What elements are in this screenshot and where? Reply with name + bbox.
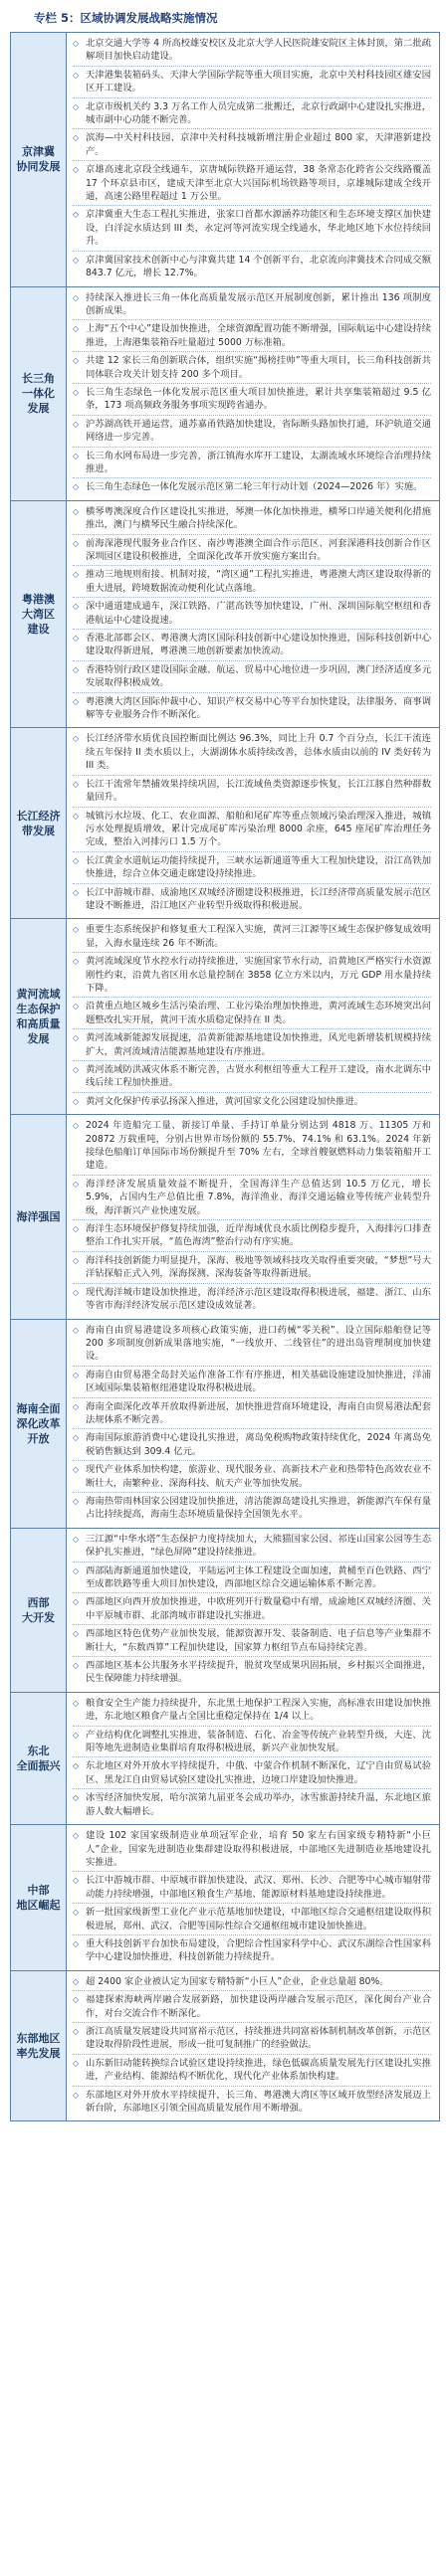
list-item <box>73 1495 431 1524</box>
list-item <box>73 1874 431 1904</box>
section-body <box>67 919 439 1114</box>
section-heading: 海南全面 深化改革 开放 <box>11 1320 67 1528</box>
section-heading: 长江经济 带发展 <box>11 728 67 918</box>
diamond-bullet-icon: ◇ <box>73 538 80 548</box>
list-item-text: 长江黄金水道航运功能持续提升，三峡水运新通道等重大工程加快建设，沿江高铁加快推进，综合立体交通走廊建设持续推进。 <box>86 854 431 880</box>
section-body <box>67 1825 439 1970</box>
list-item-text: 粤港澳大湾区国际仲裁中心、知识产权交易中心等平台加快建设，法律服务、商事调解等专业服务合作不断深化。 <box>86 695 431 721</box>
section-row <box>11 728 439 919</box>
diamond-bullet-icon: ◇ <box>73 356 80 366</box>
list-item-text: 海洋经济发展质量效益不断提升，全国海洋生产总值达到 10.5 万亿元，增长 5.9%，占国内生产总值比重 7.8%，海洋渔业、海洋交通运输业等传统产业转型升级，海洋新兴产业快速发展。 <box>86 1178 431 1216</box>
list-item-text: 东部地区对外开放水平持续提升，长三角、粤港澳大湾区等区域开放型经济发展迈上新台阶，东部地区引领全国高质量发展作用不断增强。 <box>86 2089 431 2114</box>
diamond-bullet-icon: ◇ <box>73 1224 80 1234</box>
diamond-bullet-icon: ◇ <box>73 734 80 744</box>
list-item-text: 西部陆海新通道加快建设，平陆运河主体工程建设全面加速，黄桶至百色铁路、西宁至成都铁路等重大项目加快建设，西部地区综合交通运输体系不断完善。 <box>86 1564 431 1589</box>
list-item-text: 共建 12 家长三角创新联合体，组织实施“揭榜挂帅”等重大项目，长三角科技创新共同体联合攻关计划支持 200 多个项目。 <box>86 355 431 380</box>
section-body <box>67 1693 439 1824</box>
section-body <box>67 728 439 918</box>
list-item-text: 海南自由贸易港全岛封关运作准备工作有序推进，相关基础设施建设加快推进，洋浦区域国际集装箱枢纽港建设取得积极进展。 <box>86 1369 431 1394</box>
diamond-bullet-icon: ◇ <box>73 1730 80 1740</box>
list-item-text: 北京市级机关约 3.3 万名工作人员完成第二批搬迁，北京行政副中心建设扎实推进，城市副中心功能不断完善。 <box>86 100 431 126</box>
list-item <box>73 600 431 630</box>
list-item <box>73 1697 431 1727</box>
list-item-text: 现代海洋城市建设加快推进，海洋经济示范区建设取得积极进展，福建、浙江、山东等省市海洋经济发展示范区建设成效显著。 <box>86 1286 431 1312</box>
list-item <box>73 537 431 567</box>
list-item-text: 黄河流域防洪减灾体系不断完善，古贤水利枢纽等重大工程开工建设，南水北调东中线后续工程加快推进。 <box>86 1064 431 1089</box>
list-item <box>73 480 431 495</box>
list-item-text: 海南国际旅游消费中心建设扎实推进，离岛免税购物政策持续优化，2024 年离岛免税销售额达到 309.4 亿元。 <box>86 1432 431 1457</box>
list-item-text: 建设 102 家国家级制造业单项冠军企业，培育 50 家左右国家级专精特新“小巨人”企业，国家先进制造业集群建设取得积极进展，中部地区先进制造业基地建设扎实推进。 <box>86 1830 431 1868</box>
diamond-bullet-icon: ◇ <box>73 1496 80 1506</box>
list-item <box>73 291 431 321</box>
diamond-bullet-icon: ◇ <box>73 1433 80 1443</box>
list-item <box>73 732 431 775</box>
list-item-text: 滨海—中关村科技园、京津中关村科技城新增注册企业超过 800 家，天津港新建投产。 <box>86 132 431 157</box>
diamond-bullet-icon: ◇ <box>73 634 80 644</box>
list-item <box>73 1463 431 1493</box>
list-item-text: 京津冀国家技术创新中心与津冀共建 14 个创新平台，北京流向津冀技术合同成交额 843.7 亿元，增长 12.7%。 <box>86 254 431 279</box>
diamond-bullet-icon: ◇ <box>73 1938 80 1948</box>
list-item <box>73 37 431 67</box>
diamond-bullet-icon: ◇ <box>73 1534 80 1544</box>
list-item-text: 前海深港现代服务业合作区、南沙粤港澳全面合作示范区、河套深港科技创新合作区深圳园区建设积极推进，全面深化改革开放实施方案出台。 <box>86 537 431 562</box>
diamond-bullet-icon: ◇ <box>73 1995 80 2005</box>
diamond-bullet-icon: ◇ <box>73 165 80 175</box>
section-body <box>67 287 439 500</box>
list-item-text: 京雄高速北京段全线通车，京唐城际铁路开通运营，38 条常态化跨省公交线路覆盖 17 个环京县市区，建成天津至北京大兴国际机场铁路等项目，京雄城际建成全线开通，高速公路里程超过 1 万公里。 <box>86 164 431 203</box>
list-item-text: 福建探索海峡两岸融合发展新路，加快建设两岸融合发展示范区，深化闽台产业合作，对台交流合作不断深化。 <box>86 1994 431 2019</box>
section-row <box>11 1693 439 1825</box>
list-item <box>73 1119 431 1176</box>
section-body <box>67 501 439 728</box>
section-row <box>11 1115 439 1319</box>
section-body <box>67 1971 439 2121</box>
list-item-text: 黄河流域深度节水控水行动持续推进，实施国家节水行动，沿黄地区严格实行水资源刚性约束，沿黄九省区用水总量控制在 3858 亿立方米以内，万元 GDP 用水量持续下降。 <box>86 956 431 994</box>
section-row <box>11 1320 439 1529</box>
section-heading: 京津冀 协同发展 <box>11 33 67 286</box>
diamond-bullet-icon: ◇ <box>73 696 80 706</box>
strategy-table <box>10 32 440 2121</box>
list-item <box>73 695 431 724</box>
list-item <box>73 1000 431 1029</box>
column-title: 专栏 5：区域协调发展战略实施情况 <box>34 11 218 25</box>
list-item-text: 长三角水网布局进一步完善，浙江镇海水库开工建设，太湖流域水环境综合治理持续推进。 <box>86 450 431 474</box>
diamond-bullet-icon: ◇ <box>73 255 80 265</box>
diamond-bullet-icon: ◇ <box>73 2058 80 2068</box>
list-item-text: 东北地区对外开放水平持续提升，中俄、中蒙合作机制不断深化，辽宁自由贸易试验区、黑龙江自由贸易试验区建设扎实推进，边境口岸建设加快推进。 <box>86 1760 431 1785</box>
diamond-bullet-icon: ◇ <box>73 1002 80 1012</box>
diamond-bullet-icon: ◇ <box>73 1831 80 1841</box>
diamond-bullet-icon: ◇ <box>73 811 80 821</box>
list-item <box>73 1627 431 1657</box>
list-item-text: 黄河文化保护传承弘扬深入推进，黄河国家文化公园建设加快推进。 <box>86 1095 363 1107</box>
list-item <box>73 1031 431 1061</box>
list-item <box>73 1533 431 1563</box>
list-item <box>73 568 431 598</box>
list-item <box>73 208 431 251</box>
list-item-text: 新一批国家级新型工业化产业示范基地加快建设，中部地区综合交通枢纽建设取得积极进展，郑州、武汉、合肥等国际性综合交通枢纽城市建设加快推进。 <box>86 1907 431 1932</box>
diamond-bullet-icon: ◇ <box>73 570 80 580</box>
list-item <box>73 505 431 535</box>
diamond-bullet-icon: ◇ <box>73 925 80 935</box>
list-item-text: 海洋科技创新能力明显提升，深海、极地等领域科技攻关取得重要突破，“梦想”号大洋钻探船正式入列，深海探测、深海装备等取得新进展。 <box>86 1254 431 1280</box>
list-item-text: 香港特别行政区建设国际金融、航运、贸易中心地位进一步巩固，澳门经济适度多元发展取得积极成效。 <box>86 663 431 689</box>
list-item-text: 城镇污水垃圾、化工、农业面源、船舶和尾矿库等重点领域污染治理深入推进，城镇污水处理提质增效，累计完成尾矿库污染治理 8000 余座，645 座尾矿库治理任务完成，整治入河排污口 1.5 万个。 <box>86 810 431 848</box>
section-body <box>67 1115 439 1318</box>
list-item-text: 深中通道建成通车，深江铁路、广湛高铁等加快建设，广州、深圳国际航空枢纽和香港航运中心建设提速。 <box>86 601 431 626</box>
diamond-bullet-icon: ◇ <box>73 2026 80 2036</box>
list-item <box>73 1937 431 1966</box>
list-item-text: 上海“五个中心”建设加快推进，全球资源配置功能不断增强，国际航运中心建设持续推进，上海港集装箱吞吐量超过 5000 万标准箱。 <box>86 323 431 348</box>
list-item-text: 长江干流常年禁捕效果持续巩固，长江流域鱼类资源逐步恢复，长江江豚自然种群数量回升。 <box>86 778 431 804</box>
list-item <box>73 854 431 884</box>
section-row <box>11 287 439 501</box>
list-item-text: 粮食安全生产能力持续提升，东北黑土地保护工程深入实施，高标准农田建设加快推进，东北地区粮食产量占全国比重稳定保持在 1/4 以上。 <box>86 1697 431 1723</box>
list-item-text: 海南全面深化改革开放取得新进展，加快推进营商环境建设，海南自由贸易港法配套法规体系不断完善。 <box>86 1400 431 1425</box>
list-item-text: 长三角生态绿色一体化发展示范区第二轮三年行动计划（2024—2026 年）实施。 <box>86 481 423 493</box>
list-item-text: 西部地区特色优势产业加快发展，能源资源开发、装备制造、电子信息等产业集群不断壮大，“东数西算”工程加快建设，国家算力枢纽节点布局持续完善。 <box>86 1628 431 1653</box>
list-item-text: 香港北部都会区、粤港澳大湾区国际科技创新中心建设加快推进，国际科技创新中心建设取得新进展，粤港澳三地创新要素加快流动。 <box>86 633 431 657</box>
diamond-bullet-icon: ◇ <box>73 1908 80 1918</box>
diamond-bullet-icon: ◇ <box>73 210 80 220</box>
diamond-bullet-icon: ◇ <box>73 1793 80 1803</box>
list-item-text: 京津冀重大生态工程扎实推进，张家口首都水源涵养功能区和生态环境支撑区加快建设，白洋淀水质达到 III 类，永定河等河流实现全线通水，华北地区地下水位持续回升。 <box>86 209 431 248</box>
list-item-text: 持续深入推进长三角一体化高质量发展示范区开展制度创新，累计推出 136 项制度创新成果。 <box>86 291 431 316</box>
diamond-bullet-icon: ◇ <box>73 506 80 516</box>
section-row <box>11 501 439 729</box>
diamond-bullet-icon: ◇ <box>73 1976 80 1986</box>
section-heading: 中部 地区崛起 <box>11 1825 67 1970</box>
list-item-text: 超 2400 家企业被认定为国家专精特新“小巨人”企业，企业总量超 80%。 <box>86 1975 389 1987</box>
diamond-bullet-icon: ◇ <box>73 387 80 397</box>
list-item-text: 海南自由贸易港建设多项核心政策实施，进口药械“零关税”、设立国际船舶登记等 200 多项制度创新成果落地实施，“一线放开、二线管住”的进出岛管理制度加快建设。 <box>86 1324 431 1363</box>
list-item <box>73 1791 431 1820</box>
list-item-text: 2024 年造船完工量、新接订单量、手持订单量分别达到 4818 万、11305 万和 20872 万载重吨，分别占世界市场份额的 55.7%、74.1% 和 63.1%。2024 年新接绿色船舶订单国际市场份额提升至 70% 左右，全球首艘氨燃料动力集装箱船开工建造。 <box>86 1120 431 1172</box>
section-body <box>67 1529 439 1692</box>
list-item-text: 天津港集装箱码头、天津大学国际学院等重大项目实施，北京中关村科技园区雄安园区开工建设。 <box>86 69 431 94</box>
list-item <box>73 2025 431 2055</box>
section-row <box>11 1825 439 1971</box>
section-heading: 黄河流域 生态保护 和高质量 发展 <box>11 919 67 1114</box>
list-item <box>73 1095 431 1110</box>
list-item-text: 横琴粤澳深度合作区建设扎实推进，琴澳一体化加快推进，横琴口岸通关便利化措施推出，澳门与横琴民生融合持续深化。 <box>86 505 431 531</box>
list-item <box>73 1431 431 1461</box>
section-heading: 海洋强国 <box>11 1115 67 1318</box>
diamond-bullet-icon: ◇ <box>73 1661 80 1671</box>
list-item <box>73 1286 431 1315</box>
list-item <box>73 1595 431 1625</box>
list-item <box>73 418 431 448</box>
diamond-bullet-icon: ◇ <box>73 1287 80 1297</box>
list-item <box>73 1906 431 1935</box>
list-item-text: 北京交通大学等 4 所高校雄安校区及北京大学人民医院雄安院区主体封顶，第二批疏解项目加快启动建设。 <box>86 38 431 63</box>
list-item <box>73 1659 431 1688</box>
diamond-bullet-icon: ◇ <box>73 70 80 80</box>
section-row <box>11 33 439 287</box>
list-item <box>73 886 431 915</box>
list-item <box>73 1729 431 1758</box>
section-heading: 东北 全面振兴 <box>11 1693 67 1824</box>
list-item-text: 沪苏湖高铁开通运营，通苏嘉甬铁路加快建设，省际断头路加快打通，环沪轨道交通网络进一步完善。 <box>86 418 431 444</box>
list-item-text: 海南热带雨林国家公园建设加快推进，清洁能源岛建设扎实推进，新能源汽车保有量占比持续提高，海南生态环境质量保持全国领先水平。 <box>86 1495 431 1521</box>
section-heading: 西部 大开发 <box>11 1529 67 1692</box>
list-item-text: 山东新旧动能转换综合试验区建设持续推进，绿色低碳高质量发展先行区建设扎实推进，产业结构、能源结构不断优化，现代化产业体系加快构建。 <box>86 2057 431 2083</box>
list-item-text: 西部地区向西开放加快推进，中欧班列开行数量稳中有增，成渝地区双城经济圈、关中平原城市群、北部湾城市群建设扎实推进。 <box>86 1596 431 1621</box>
list-item-text: 浙江高质量发展建设共同富裕示范区，持续推进共同富裕体制机制改革创新，示范区建设取得阶段性进展，形成一批可复制推广的经验做法。 <box>86 2025 431 2051</box>
list-item <box>73 923 431 953</box>
diamond-bullet-icon: ◇ <box>73 602 80 612</box>
list-item-text: 产业结构优化调整扎实推进，装备制造、石化、冶金等传统产业转型升级，大连、沈阳等地先进制造业集群培育取得积极进展，新兴产业加快发展。 <box>86 1729 431 1754</box>
diamond-bullet-icon: ◇ <box>73 292 80 302</box>
list-item <box>73 663 431 693</box>
list-item <box>73 2057 431 2087</box>
diamond-bullet-icon: ◇ <box>73 887 80 897</box>
list-item <box>73 1829 431 1872</box>
section-heading: 粤港澳 大湾区 建设 <box>11 501 67 728</box>
diamond-bullet-icon: ◇ <box>73 324 80 334</box>
list-item-text: 推动三地规则衔接、机制对接，“湾区通”工程扎实推进，粤港澳大湾区建设取得新的重大进展，跨境数据流动便利化试点落地。 <box>86 569 431 594</box>
list-item <box>73 354 431 384</box>
diamond-bullet-icon: ◇ <box>73 482 80 492</box>
list-item <box>73 450 431 479</box>
list-item <box>73 810 431 852</box>
list-item-text: 长三角生态绿色一体化发展示范区重大项目加快推进，累计共享集装箱超过 9.5 亿条，173 项高频政务服务事项实现跨省通办。 <box>86 386 431 412</box>
diamond-bullet-icon: ◇ <box>73 1179 80 1189</box>
section-row <box>11 1971 439 2121</box>
list-item-text: 西部地区基本公共服务水平持续提升，脱贫攻坚成果巩固拓展，乡村振兴全面推进，民生保障能力持续增强。 <box>86 1660 431 1685</box>
list-item <box>73 386 431 416</box>
diamond-bullet-icon: ◇ <box>73 1255 80 1265</box>
list-item-text: 冰雪经济加快发展，哈尔滨第九届亚冬会成功举办，冰雪旅游持续升温，东北地区旅游人数大幅增长。 <box>86 1792 431 1817</box>
diamond-bullet-icon: ◇ <box>73 779 80 789</box>
list-item <box>73 955 431 998</box>
list-item <box>73 1400 431 1430</box>
diamond-bullet-icon: ◇ <box>73 855 80 865</box>
diamond-bullet-icon: ◇ <box>73 39 80 48</box>
list-item <box>73 1254 431 1284</box>
diamond-bullet-icon: ◇ <box>73 1876 80 1886</box>
list-item-text: 重大科技创新平台加快布局建设，合肥综合性国家科学中心、武汉东湖综合性国家科学中心建设加快推进，科技创新能力持续提升。 <box>86 1937 431 1963</box>
list-item-text: 长江经济带水质优良国控断面比例达 96.3%，同比上升 0.7 个百分点，长江干流连续五年保持 II 类水质以上，大湖湖体水质持续改善，总体水质由以前的 IV 类好转为 III 类。 <box>86 733 431 772</box>
list-item-text: 现代产业体系加快构建，旅游业、现代服务业、高新技术产业和热带特色高效农业不断壮大，南繁种业、深海科技、航天产业等加快发展。 <box>86 1464 431 1489</box>
section-body <box>67 33 439 286</box>
diamond-bullet-icon: ◇ <box>73 1565 80 1575</box>
diamond-bullet-icon: ◇ <box>73 1465 80 1475</box>
diamond-bullet-icon: ◇ <box>73 451 80 460</box>
diamond-bullet-icon: ◇ <box>73 1597 80 1607</box>
list-item <box>73 163 431 206</box>
diamond-bullet-icon: ◇ <box>73 133 80 143</box>
diamond-bullet-icon: ◇ <box>73 1065 80 1074</box>
diamond-bullet-icon: ◇ <box>73 1698 80 1708</box>
section-row <box>11 1529 439 1693</box>
section-heading: 东部地区 率先发展 <box>11 1971 67 2121</box>
list-item <box>73 1975 431 1991</box>
page <box>10 0 438 2121</box>
diamond-bullet-icon: ◇ <box>73 1033 80 1043</box>
list-item <box>73 1178 431 1220</box>
diamond-bullet-icon: ◇ <box>73 664 80 674</box>
list-item-text: 重要生态系统保护和修复重大工程深入实施，黄河三江源等区域生态保护修复成效明显，入海水量连续 26 年不断流。 <box>86 924 431 949</box>
diamond-bullet-icon: ◇ <box>73 1370 80 1380</box>
diamond-bullet-icon: ◇ <box>73 957 80 967</box>
diamond-bullet-icon: ◇ <box>73 419 80 429</box>
list-item <box>73 1222 431 1252</box>
list-item-text: 沿黄重点地区城乡生活污染治理、工业污染治理加快推进，黄河流域生态环境突出问题整改扎实开展，黄河干流水质稳定保持在 II 类。 <box>86 1001 431 1025</box>
section-row <box>11 919 439 1115</box>
list-item <box>73 778 431 808</box>
list-item <box>73 1564 431 1594</box>
list-item <box>73 100 431 130</box>
list-item <box>73 254 431 282</box>
list-item <box>73 2089 431 2117</box>
list-item <box>73 1369 431 1398</box>
diamond-bullet-icon: ◇ <box>73 101 80 111</box>
list-item-text: 长江中游城市群、中原城市群加快建设，武汉、郑州、长沙、合肥等中心城市辐射带动能力持续增强，中部地区粮食生产基地、能源原材料基地建设持续推进。 <box>86 1875 431 1900</box>
list-item <box>73 69 431 98</box>
list-item <box>73 322 431 352</box>
diamond-bullet-icon: ◇ <box>73 1096 80 1106</box>
list-item <box>73 1324 431 1367</box>
section-heading: 长三角 一体化 发展 <box>11 287 67 500</box>
list-item <box>73 1993 431 2023</box>
list-item <box>73 131 431 161</box>
diamond-bullet-icon: ◇ <box>73 1121 80 1131</box>
section-body <box>67 1320 439 1528</box>
list-item-text: 三江源“中华水塔”生态保护力度持续加大，大熊猫国家公园、祁连山国家公园等生态保护扎实推进，“绿色屏障”建设持续推进。 <box>86 1533 431 1559</box>
diamond-bullet-icon: ◇ <box>73 1401 80 1411</box>
diamond-bullet-icon: ◇ <box>73 1629 80 1639</box>
list-item <box>73 1063 431 1093</box>
list-item <box>73 1759 431 1789</box>
list-item-text: 黄河流域新能源发展提速，沿黄新能源基地建设加快推进，风光电新增装机规模持续扩大，黄河流域清洁能源基地建设有序推进。 <box>86 1032 431 1057</box>
list-item-text: 长江中游城市群、成渝地区双城经济圈建设积极推进，长江经济带高质量发展示范区建设不断推进，沿江地区产业转型升级取得积极进展。 <box>86 886 431 911</box>
list-item <box>73 632 431 661</box>
diamond-bullet-icon: ◇ <box>73 2090 80 2100</box>
list-item-text: 海洋生态环境保护修复持续加强，近岸海域优良水质比例稳步提升，入海排污口排查整治工作扎实开展，“蓝色海湾”整治行动有序实施。 <box>86 1223 431 1248</box>
diamond-bullet-icon: ◇ <box>73 1325 80 1335</box>
diamond-bullet-icon: ◇ <box>73 1761 80 1771</box>
